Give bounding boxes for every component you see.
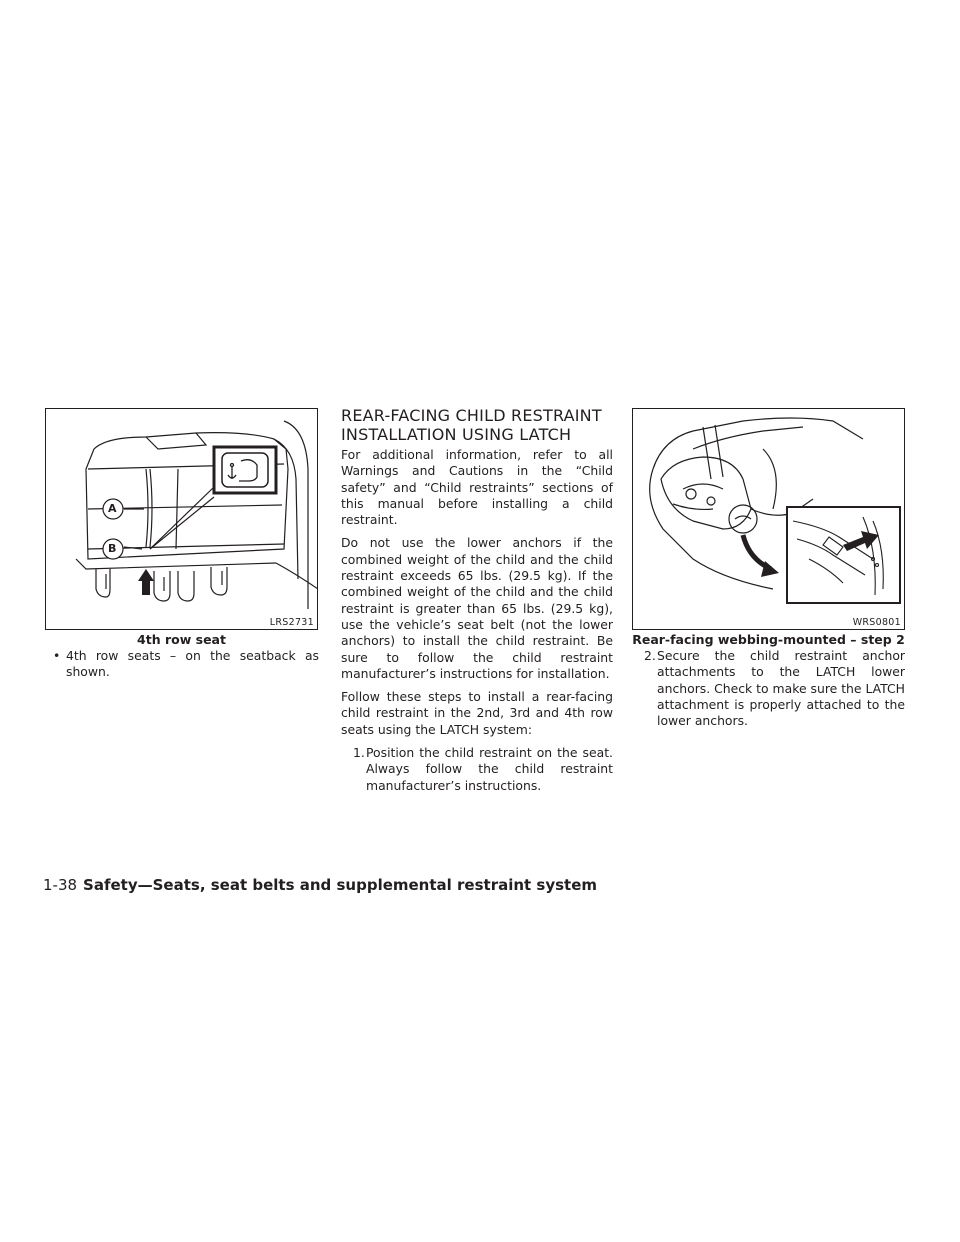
figure-code: WRS0801 [852,617,901,628]
step-2 [632,648,905,729]
latch-illustration [633,409,905,630]
figure-code: LRS2731 [269,617,314,628]
step-1-number: 1. [353,745,365,761]
step-2-number: 2. [644,648,656,663]
paragraph-weight-limit: Do not use the lower anchors if the combined weight of the child and the child restraint exceeds 65 lbs. (29.5 kg). If the combined weight of the child and the child restraint is greater than 65 lbs. (29.5 kg), use the vehicle’s seat belt (not the lower anchors) to install the child restraint. Be sure to follow the child restraint manufacturer’s instructions for installation. [341,535,613,681]
right-body [632,648,905,729]
paragraph-warnings: For additional information, refer to all Warnings and Cautions in the “Child safety” and “Child restraints” sections of this manual before installing a child restraint. [341,447,613,528]
section-heading [341,406,621,444]
figure-rear-facing-step-2 [632,408,905,630]
heading-line-1: REAR-FACING CHILD RESTRAINT [341,406,602,425]
step-1 [341,745,613,794]
page-footer [43,876,597,894]
step-2-text: Secure the child restraint anchor attachments to the LATCH lower anchors. Check to make sure the LATCH attachment is properly attached to the lower anchors. [657,648,905,729]
heading-line-2: INSTALLATION USING LATCH [341,425,572,444]
bullet-icon: • [53,648,61,663]
bullet-item [53,648,319,681]
bullet-paragraph [53,648,319,681]
page-number: 1-38 [43,876,78,894]
section-title: Safety—Seats, seat belts and supplemental restraint system [83,876,598,894]
middle-body [341,447,613,794]
callout-a: A [108,502,117,515]
figure-4th-row-seat [45,408,318,630]
seat-illustration [46,409,318,630]
callout-b: B [108,542,117,555]
figure-caption: Rear-facing webbing-mounted – step 2 [632,632,905,647]
figure-caption: 4th row seat [137,632,226,647]
paragraph-steps-intro: Follow these steps to install a rear-facing child restraint in the 2nd, 3rd and 4th row seats using the LATCH system: [341,689,613,737]
bullet-text: 4th row seats – on the seatback as shown. [66,648,319,680]
step-1-text: Position the child restraint on the seat. Always follow the child restraint manufacturer’s instructions. [366,745,613,793]
